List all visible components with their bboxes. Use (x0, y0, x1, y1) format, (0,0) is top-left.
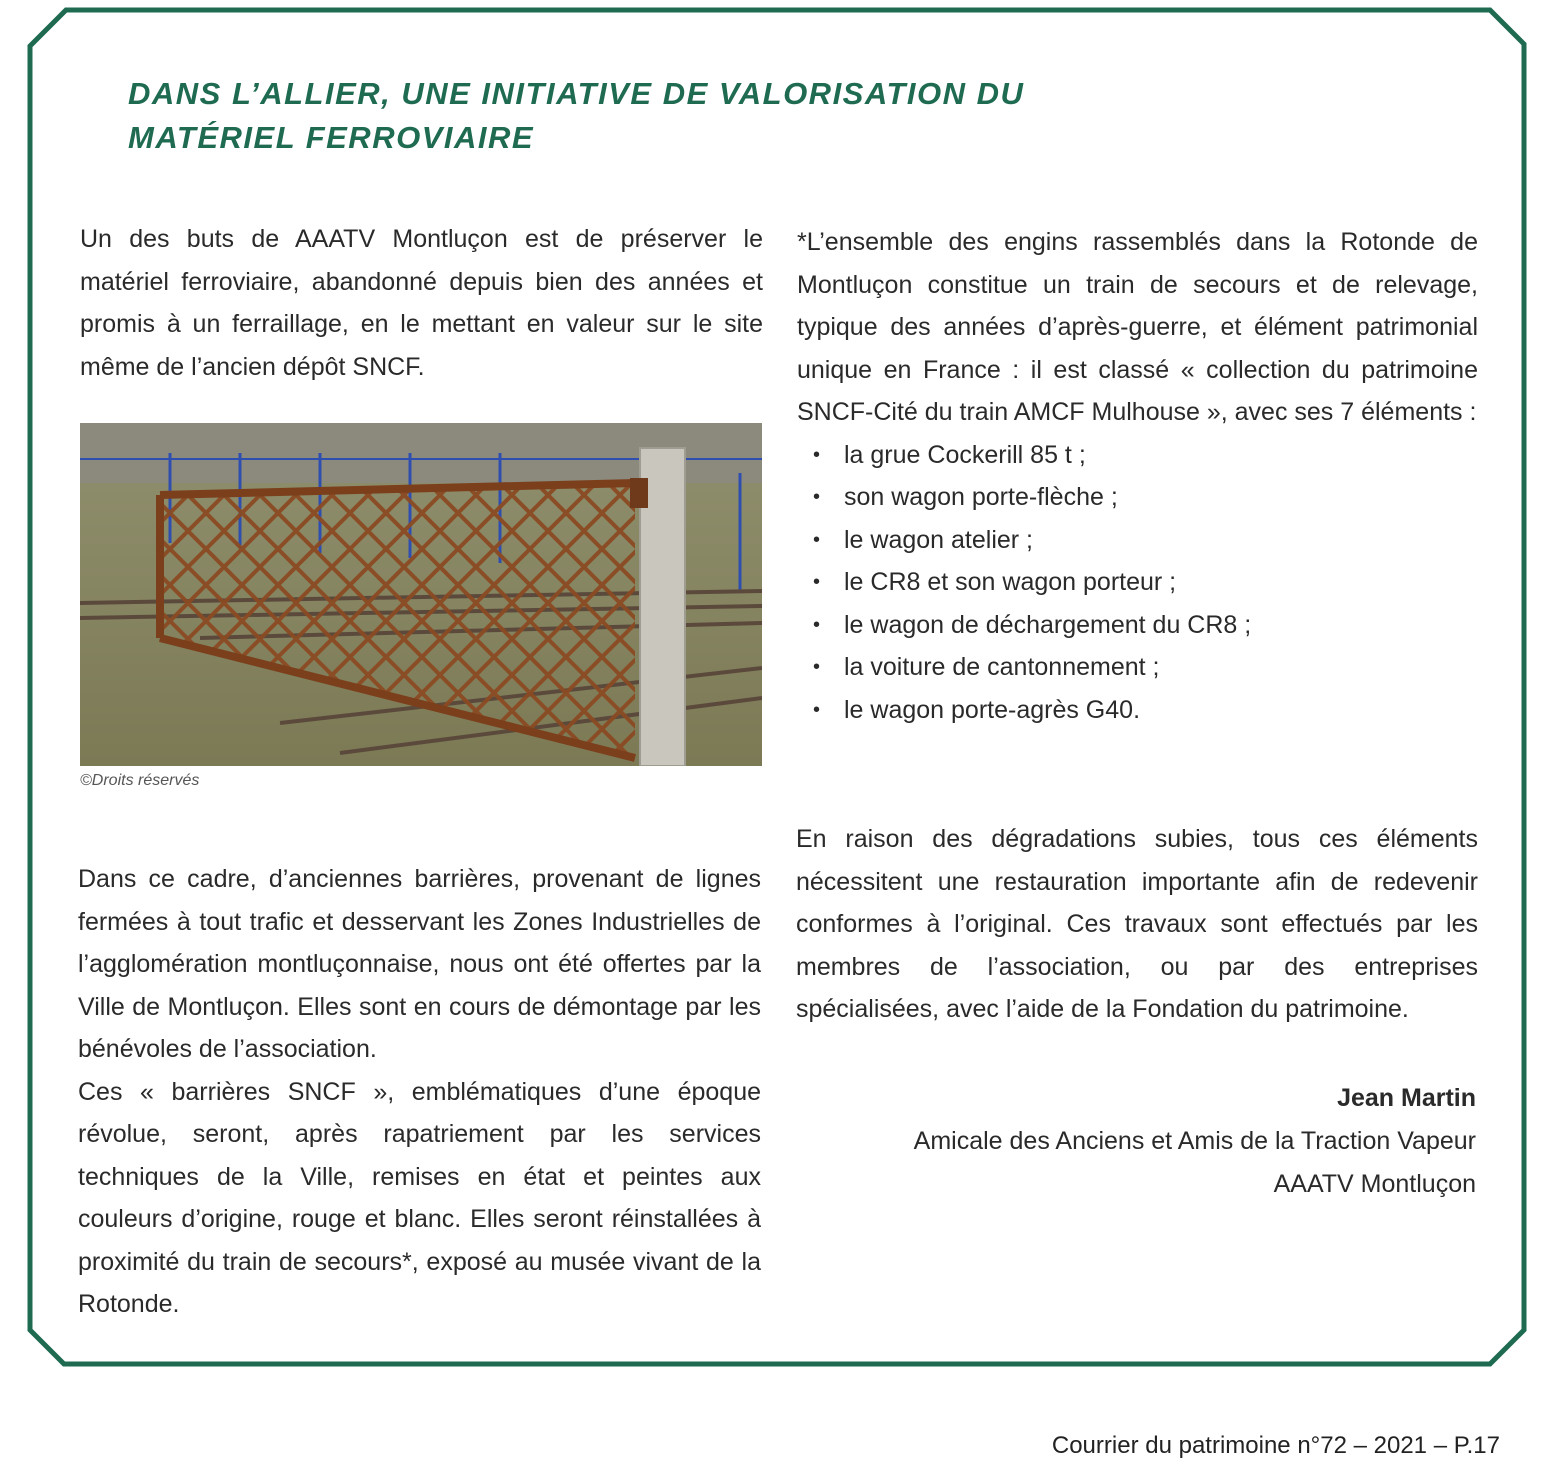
author-name: Jean Martin (1337, 1084, 1476, 1112)
article-title (128, 72, 1228, 160)
bullet-icon: • (813, 613, 821, 636)
bullet-icon: • (813, 443, 821, 466)
list-item: • le wagon porte-agrès G40. (797, 689, 1478, 732)
restoration-block (796, 818, 1478, 1031)
barriers-restoration-paragraph: Ces « barrières SNCF », emblématiques d’une époque révolue, seront, après rapatriement par les services techniques de la Ville, remises en état et peintes aux couleurs d’origine, rouge et blanc. Elles seront réinstallées à proximité du train de secours*, exposé au musée vivant de la Rotonde. (78, 1077, 761, 1318)
restoration-paragraph: En raison des dégradations subies, tous ces éléments nécessitent une restauration importante afin de redevenir conformes à l’original. Ces travaux sont effectués par les membres de l’association, ou par des entreprises spécialisées, avec l’aide de la Fondation du patrimoine. (796, 825, 1478, 1023)
list-item: • la grue Cockerill 85 t ; (797, 434, 1478, 477)
intro-paragraph-block (80, 218, 763, 388)
author-organization-short: AAATV Montluçon (1273, 1170, 1476, 1198)
author-organization: Amicale des Anciens et Amis de la Traction Vapeur (913, 1127, 1476, 1155)
list-item: • le wagon atelier ; (797, 519, 1478, 562)
bullet-icon: • (813, 656, 821, 678)
list-item: • le wagon de déchargement du CR8 ; (797, 604, 1478, 647)
elements-list (797, 434, 1478, 732)
barriers-paragraph: Dans ce cadre, d’anciennes barrières, provenant de lignes fermées à tout trafic et desservant les Zones Industrielles de l’agglomération montluçonnaise, nous ont été offertes par la Ville de Montluçon. Elles sont en cours de démontage par les bénévoles de l’association. (78, 865, 761, 1063)
rescue-train-note-block (797, 221, 1478, 731)
signature (914, 1077, 1476, 1206)
bullet-icon: • (813, 528, 821, 551)
list-item: • la voiture de cantonnement ; (797, 646, 1478, 689)
rescue-train-note: *L’ensemble des engins rassemblés dans la Rotonde de Montluçon constitue un train de secours et de relevage, typique des années d’après-guerre, et élément patrimonial unique en France : il est classé « collection du patrimoine SNCF-Cité du train AMCF Mulhouse », avec ses 7 éléments : (797, 228, 1478, 426)
page-footer: Courrier du patrimoine n°72 – 2021 – P.17 (1051, 1432, 1500, 1459)
list-item: • le CR8 et son wagon porteur ; (797, 561, 1478, 604)
bullet-icon: • (813, 698, 821, 721)
title-line-2: MATÉRIEL FERROVIAIRE (128, 120, 535, 155)
bullet-icon: • (813, 571, 821, 593)
title-line-1: DANS L’ALLIER, UNE INITIATIVE DE VALORISATION DU (128, 76, 1025, 111)
bullet-icon: • (813, 486, 821, 508)
intro-paragraph: Un des buts de AAATV Montluçon est de préserver le matériel ferroviaire, abandonné depuis bien des années et promis à un ferraillage, en le mettant en valeur sur le site même de l’ancien dépôt SNCF. (80, 225, 763, 381)
barrier-photo (80, 423, 762, 766)
photo-caption: ©Droits réservés (80, 772, 200, 789)
list-item: • son wagon porte-flèche ; (797, 476, 1478, 519)
left-bottom-block (78, 858, 761, 1326)
